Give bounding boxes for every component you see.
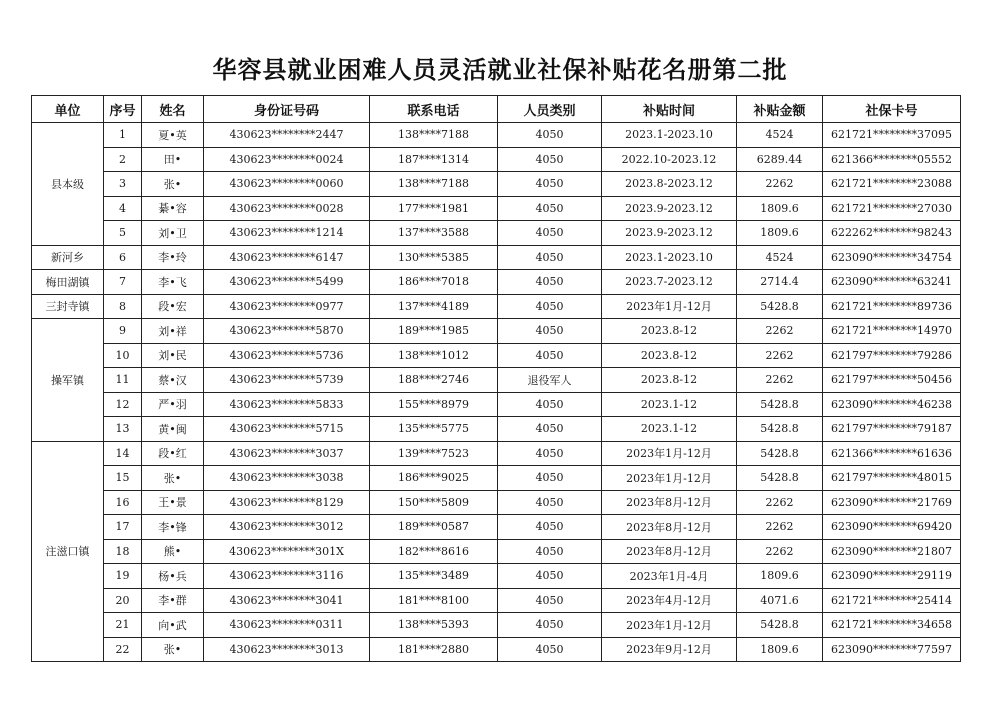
document-title: 华容县就业困难人员灵活就业社保补贴花名册第二批	[212, 55, 788, 84]
row-amount-cell: 5428.8	[737, 613, 823, 638]
row-id-number-cell: 430623********8129	[204, 490, 370, 515]
row-id-number-cell: 430623********3013	[204, 637, 370, 662]
row-phone-cell: 177****1981	[370, 196, 498, 221]
row-no-cell: 16	[104, 490, 142, 515]
row-id-number-cell: 430623********0977	[204, 294, 370, 319]
row-category-cell: 4050	[498, 172, 602, 197]
row-category-cell: 4050	[498, 319, 602, 344]
row-phone-cell: 137****4189	[370, 294, 498, 319]
row-card-cell: 621721********14970	[823, 319, 961, 344]
row-phone-cell: 155****8979	[370, 392, 498, 417]
row-period-cell: 2023.7-2023.12	[602, 270, 737, 295]
row-name-cell: 刘•祥	[142, 319, 204, 344]
row-amount-cell: 2262	[737, 368, 823, 393]
row-card-cell: 621721********23088	[823, 172, 961, 197]
roster-body	[32, 123, 961, 662]
row-no-cell: 12	[104, 392, 142, 417]
row-amount-cell: 4524	[737, 245, 823, 270]
row-period-cell: 2023年1月-12月	[602, 294, 737, 319]
row-amount-cell: 2262	[737, 539, 823, 564]
table-row	[32, 515, 961, 540]
row-name-cell: 段•红	[142, 441, 204, 466]
row-category-cell: 4050	[498, 637, 602, 662]
row-name-cell: 李•玲	[142, 245, 204, 270]
row-period-cell: 2023年9月-12月	[602, 637, 737, 662]
row-category-cell: 4050	[498, 441, 602, 466]
row-amount-cell: 5428.8	[737, 441, 823, 466]
unit-cell: 新河乡	[32, 245, 104, 270]
row-name-cell: 李•群	[142, 588, 204, 613]
row-name-cell: 张•	[142, 466, 204, 491]
row-amount-cell: 1809.6	[737, 564, 823, 589]
table-header-row	[32, 96, 961, 123]
col-no-header: 序号	[104, 96, 142, 123]
row-period-cell: 2023年1月-4月	[602, 564, 737, 589]
row-category-cell: 4050	[498, 466, 602, 491]
row-amount-cell: 4071.6	[737, 588, 823, 613]
row-amount-cell: 2262	[737, 172, 823, 197]
row-no-cell: 22	[104, 637, 142, 662]
row-card-cell: 623090********21769	[823, 490, 961, 515]
row-phone-cell: 150****5809	[370, 490, 498, 515]
row-card-cell: 621366********61636	[823, 441, 961, 466]
row-phone-cell: 137****3588	[370, 221, 498, 246]
row-category-cell: 4050	[498, 343, 602, 368]
row-phone-cell: 130****5385	[370, 245, 498, 270]
row-period-cell: 2023.9-2023.12	[602, 196, 737, 221]
row-amount-cell: 4524	[737, 123, 823, 148]
row-amount-cell: 5428.8	[737, 466, 823, 491]
table-row	[32, 147, 961, 172]
row-name-cell: 熊•	[142, 539, 204, 564]
row-period-cell: 2023年1月-12月	[602, 613, 737, 638]
row-period-cell: 2023年8月-12月	[602, 515, 737, 540]
row-no-cell: 1	[104, 123, 142, 148]
row-id-number-cell: 430623********3037	[204, 441, 370, 466]
table-row	[32, 441, 961, 466]
row-card-cell: 621721********34658	[823, 613, 961, 638]
table-row	[32, 172, 961, 197]
row-category-cell: 4050	[498, 490, 602, 515]
table-row	[32, 417, 961, 442]
row-name-cell: 严•羽	[142, 392, 204, 417]
row-period-cell: 2023年8月-12月	[602, 490, 737, 515]
row-no-cell: 3	[104, 172, 142, 197]
unit-cell: 县本级	[32, 123, 104, 246]
col-unit-header: 单位	[32, 96, 104, 123]
row-id-number-cell: 430623********5715	[204, 417, 370, 442]
row-period-cell: 2023年1月-12月	[602, 466, 737, 491]
row-phone-cell: 188****2746	[370, 368, 498, 393]
row-phone-cell: 181****8100	[370, 588, 498, 613]
row-name-cell: 张•	[142, 637, 204, 662]
row-amount-cell: 2262	[737, 490, 823, 515]
table-row	[32, 221, 961, 246]
row-period-cell: 2023.8-12	[602, 368, 737, 393]
row-card-cell: 623090********34754	[823, 245, 961, 270]
row-category-cell: 4050	[498, 613, 602, 638]
unit-cell: 操军镇	[32, 319, 104, 442]
row-card-cell: 621797********48015	[823, 466, 961, 491]
row-category-cell: 4050	[498, 294, 602, 319]
row-id-number-cell: 430623********1214	[204, 221, 370, 246]
row-card-cell: 623090********21807	[823, 539, 961, 564]
row-phone-cell: 139****7523	[370, 441, 498, 466]
row-no-cell: 2	[104, 147, 142, 172]
row-card-cell: 621797********79286	[823, 343, 961, 368]
row-card-cell: 623090********69420	[823, 515, 961, 540]
table-row	[32, 368, 961, 393]
row-id-number-cell: 430623********5833	[204, 392, 370, 417]
row-phone-cell: 187****1314	[370, 147, 498, 172]
row-id-number-cell: 430623********301X	[204, 539, 370, 564]
row-no-cell: 9	[104, 319, 142, 344]
row-period-cell: 2023年1月-12月	[602, 441, 737, 466]
row-card-cell: 623090********77597	[823, 637, 961, 662]
row-period-cell: 2023.8-12	[602, 319, 737, 344]
row-card-cell: 623090********29119	[823, 564, 961, 589]
row-period-cell: 2023年4月-12月	[602, 588, 737, 613]
row-name-cell: 王•景	[142, 490, 204, 515]
row-no-cell: 11	[104, 368, 142, 393]
row-id-number-cell: 430623********5870	[204, 319, 370, 344]
row-category-cell: 4050	[498, 588, 602, 613]
row-category-cell: 4050	[498, 123, 602, 148]
row-id-number-cell: 430623********3041	[204, 588, 370, 613]
row-category-cell: 4050	[498, 564, 602, 589]
row-phone-cell: 138****5393	[370, 613, 498, 638]
row-id-number-cell: 430623********0028	[204, 196, 370, 221]
row-category-cell: 4050	[498, 392, 602, 417]
row-no-cell: 6	[104, 245, 142, 270]
table-row	[32, 588, 961, 613]
table-row	[32, 245, 961, 270]
row-no-cell: 20	[104, 588, 142, 613]
row-name-cell: 蔡•汉	[142, 368, 204, 393]
row-card-cell: 621797********79187	[823, 417, 961, 442]
row-category-cell: 4050	[498, 270, 602, 295]
col-phone-header: 联系电话	[370, 96, 498, 123]
table-row	[32, 564, 961, 589]
row-card-cell: 621721********25414	[823, 588, 961, 613]
row-category-cell: 4050	[498, 515, 602, 540]
row-period-cell: 2023.8-12	[602, 343, 737, 368]
row-name-cell: 夏•英	[142, 123, 204, 148]
table-row	[32, 539, 961, 564]
table-row	[32, 294, 961, 319]
row-phone-cell: 135****3489	[370, 564, 498, 589]
row-no-cell: 10	[104, 343, 142, 368]
row-no-cell: 7	[104, 270, 142, 295]
row-no-cell: 18	[104, 539, 142, 564]
row-id-number-cell: 430623********3038	[204, 466, 370, 491]
row-card-cell: 623090********63241	[823, 270, 961, 295]
row-name-cell: 黄•闽	[142, 417, 204, 442]
table-row	[32, 319, 961, 344]
row-category-cell: 4050	[498, 196, 602, 221]
row-id-number-cell: 430623********5499	[204, 270, 370, 295]
row-period-cell: 2023.1-12	[602, 417, 737, 442]
unit-cell: 注滋口镇	[32, 441, 104, 662]
row-phone-cell: 135****5775	[370, 417, 498, 442]
table-row	[32, 123, 961, 148]
row-id-number-cell: 430623********0024	[204, 147, 370, 172]
col-id-header: 身份证号码	[204, 96, 370, 123]
row-card-cell: 621721********27030	[823, 196, 961, 221]
row-card-cell: 621721********37095	[823, 123, 961, 148]
row-id-number-cell: 430623********6147	[204, 245, 370, 270]
row-id-number-cell: 430623********3116	[204, 564, 370, 589]
table-row	[32, 613, 961, 638]
row-no-cell: 14	[104, 441, 142, 466]
table-row	[32, 270, 961, 295]
row-name-cell: 刘•民	[142, 343, 204, 368]
row-phone-cell: 181****2880	[370, 637, 498, 662]
row-period-cell: 2023.1-2023.10	[602, 245, 737, 270]
row-phone-cell: 186****9025	[370, 466, 498, 491]
row-amount-cell: 1809.6	[737, 196, 823, 221]
row-id-number-cell: 430623********2447	[204, 123, 370, 148]
row-period-cell: 2023.1-2023.10	[602, 123, 737, 148]
row-no-cell: 4	[104, 196, 142, 221]
row-name-cell: 张•	[142, 172, 204, 197]
row-id-number-cell: 430623********0060	[204, 172, 370, 197]
row-phone-cell: 186****7018	[370, 270, 498, 295]
row-period-cell: 2023年8月-12月	[602, 539, 737, 564]
row-amount-cell: 2262	[737, 319, 823, 344]
row-amount-cell: 5428.8	[737, 294, 823, 319]
row-phone-cell: 138****7188	[370, 123, 498, 148]
row-amount-cell: 1809.6	[737, 637, 823, 662]
row-card-cell: 623090********46238	[823, 392, 961, 417]
row-period-cell: 2023.9-2023.12	[602, 221, 737, 246]
row-amount-cell: 1809.6	[737, 221, 823, 246]
row-phone-cell: 189****0587	[370, 515, 498, 540]
row-no-cell: 13	[104, 417, 142, 442]
row-name-cell: 李•锋	[142, 515, 204, 540]
row-category-cell: 4050	[498, 245, 602, 270]
row-amount-cell: 5428.8	[737, 417, 823, 442]
row-period-cell: 2023.1-12	[602, 392, 737, 417]
row-category-cell: 4050	[498, 417, 602, 442]
row-name-cell: 綦•容	[142, 196, 204, 221]
row-id-number-cell: 430623********3012	[204, 515, 370, 540]
row-name-cell: 刘•卫	[142, 221, 204, 246]
table-row	[32, 466, 961, 491]
col-amount-header: 补贴金额	[737, 96, 823, 123]
table-row	[32, 392, 961, 417]
row-amount-cell: 2262	[737, 515, 823, 540]
row-name-cell: 向•武	[142, 613, 204, 638]
col-period-header: 补贴时间	[602, 96, 737, 123]
row-card-cell: 621721********89736	[823, 294, 961, 319]
row-phone-cell: 138****1012	[370, 343, 498, 368]
row-no-cell: 15	[104, 466, 142, 491]
table-row	[32, 343, 961, 368]
row-id-number-cell: 430623********5739	[204, 368, 370, 393]
row-phone-cell: 138****7188	[370, 172, 498, 197]
row-id-number-cell: 430623********5736	[204, 343, 370, 368]
unit-cell: 三封寺镇	[32, 294, 104, 319]
unit-cell: 梅田湖镇	[32, 270, 104, 295]
row-name-cell: 段•宏	[142, 294, 204, 319]
row-phone-cell: 182****8616	[370, 539, 498, 564]
col-card-header: 社保卡号	[823, 96, 961, 123]
row-name-cell: 杨•兵	[142, 564, 204, 589]
row-amount-cell: 2262	[737, 343, 823, 368]
row-no-cell: 21	[104, 613, 142, 638]
row-name-cell: 李•飞	[142, 270, 204, 295]
row-id-number-cell: 430623********0311	[204, 613, 370, 638]
row-period-cell: 2022.10-2023.12	[602, 147, 737, 172]
row-no-cell: 5	[104, 221, 142, 246]
row-phone-cell: 189****1985	[370, 319, 498, 344]
row-category-cell: 4050	[498, 221, 602, 246]
row-category-cell: 4050	[498, 539, 602, 564]
col-category-header: 人员类别	[498, 96, 602, 123]
row-amount-cell: 2714.4	[737, 270, 823, 295]
row-period-cell: 2023.8-2023.12	[602, 172, 737, 197]
row-no-cell: 8	[104, 294, 142, 319]
row-card-cell: 621366********05552	[823, 147, 961, 172]
row-card-cell: 622262********98243	[823, 221, 961, 246]
roster-table	[31, 95, 961, 662]
row-category-cell: 退役军人	[498, 368, 602, 393]
table-row	[32, 490, 961, 515]
row-amount-cell: 5428.8	[737, 392, 823, 417]
col-name-header: 姓名	[142, 96, 204, 123]
table-row	[32, 196, 961, 221]
table-row	[32, 637, 961, 662]
row-card-cell: 621797********50456	[823, 368, 961, 393]
row-amount-cell: 6289.44	[737, 147, 823, 172]
row-no-cell: 17	[104, 515, 142, 540]
row-no-cell: 19	[104, 564, 142, 589]
row-category-cell: 4050	[498, 147, 602, 172]
row-name-cell: 田•	[142, 147, 204, 172]
